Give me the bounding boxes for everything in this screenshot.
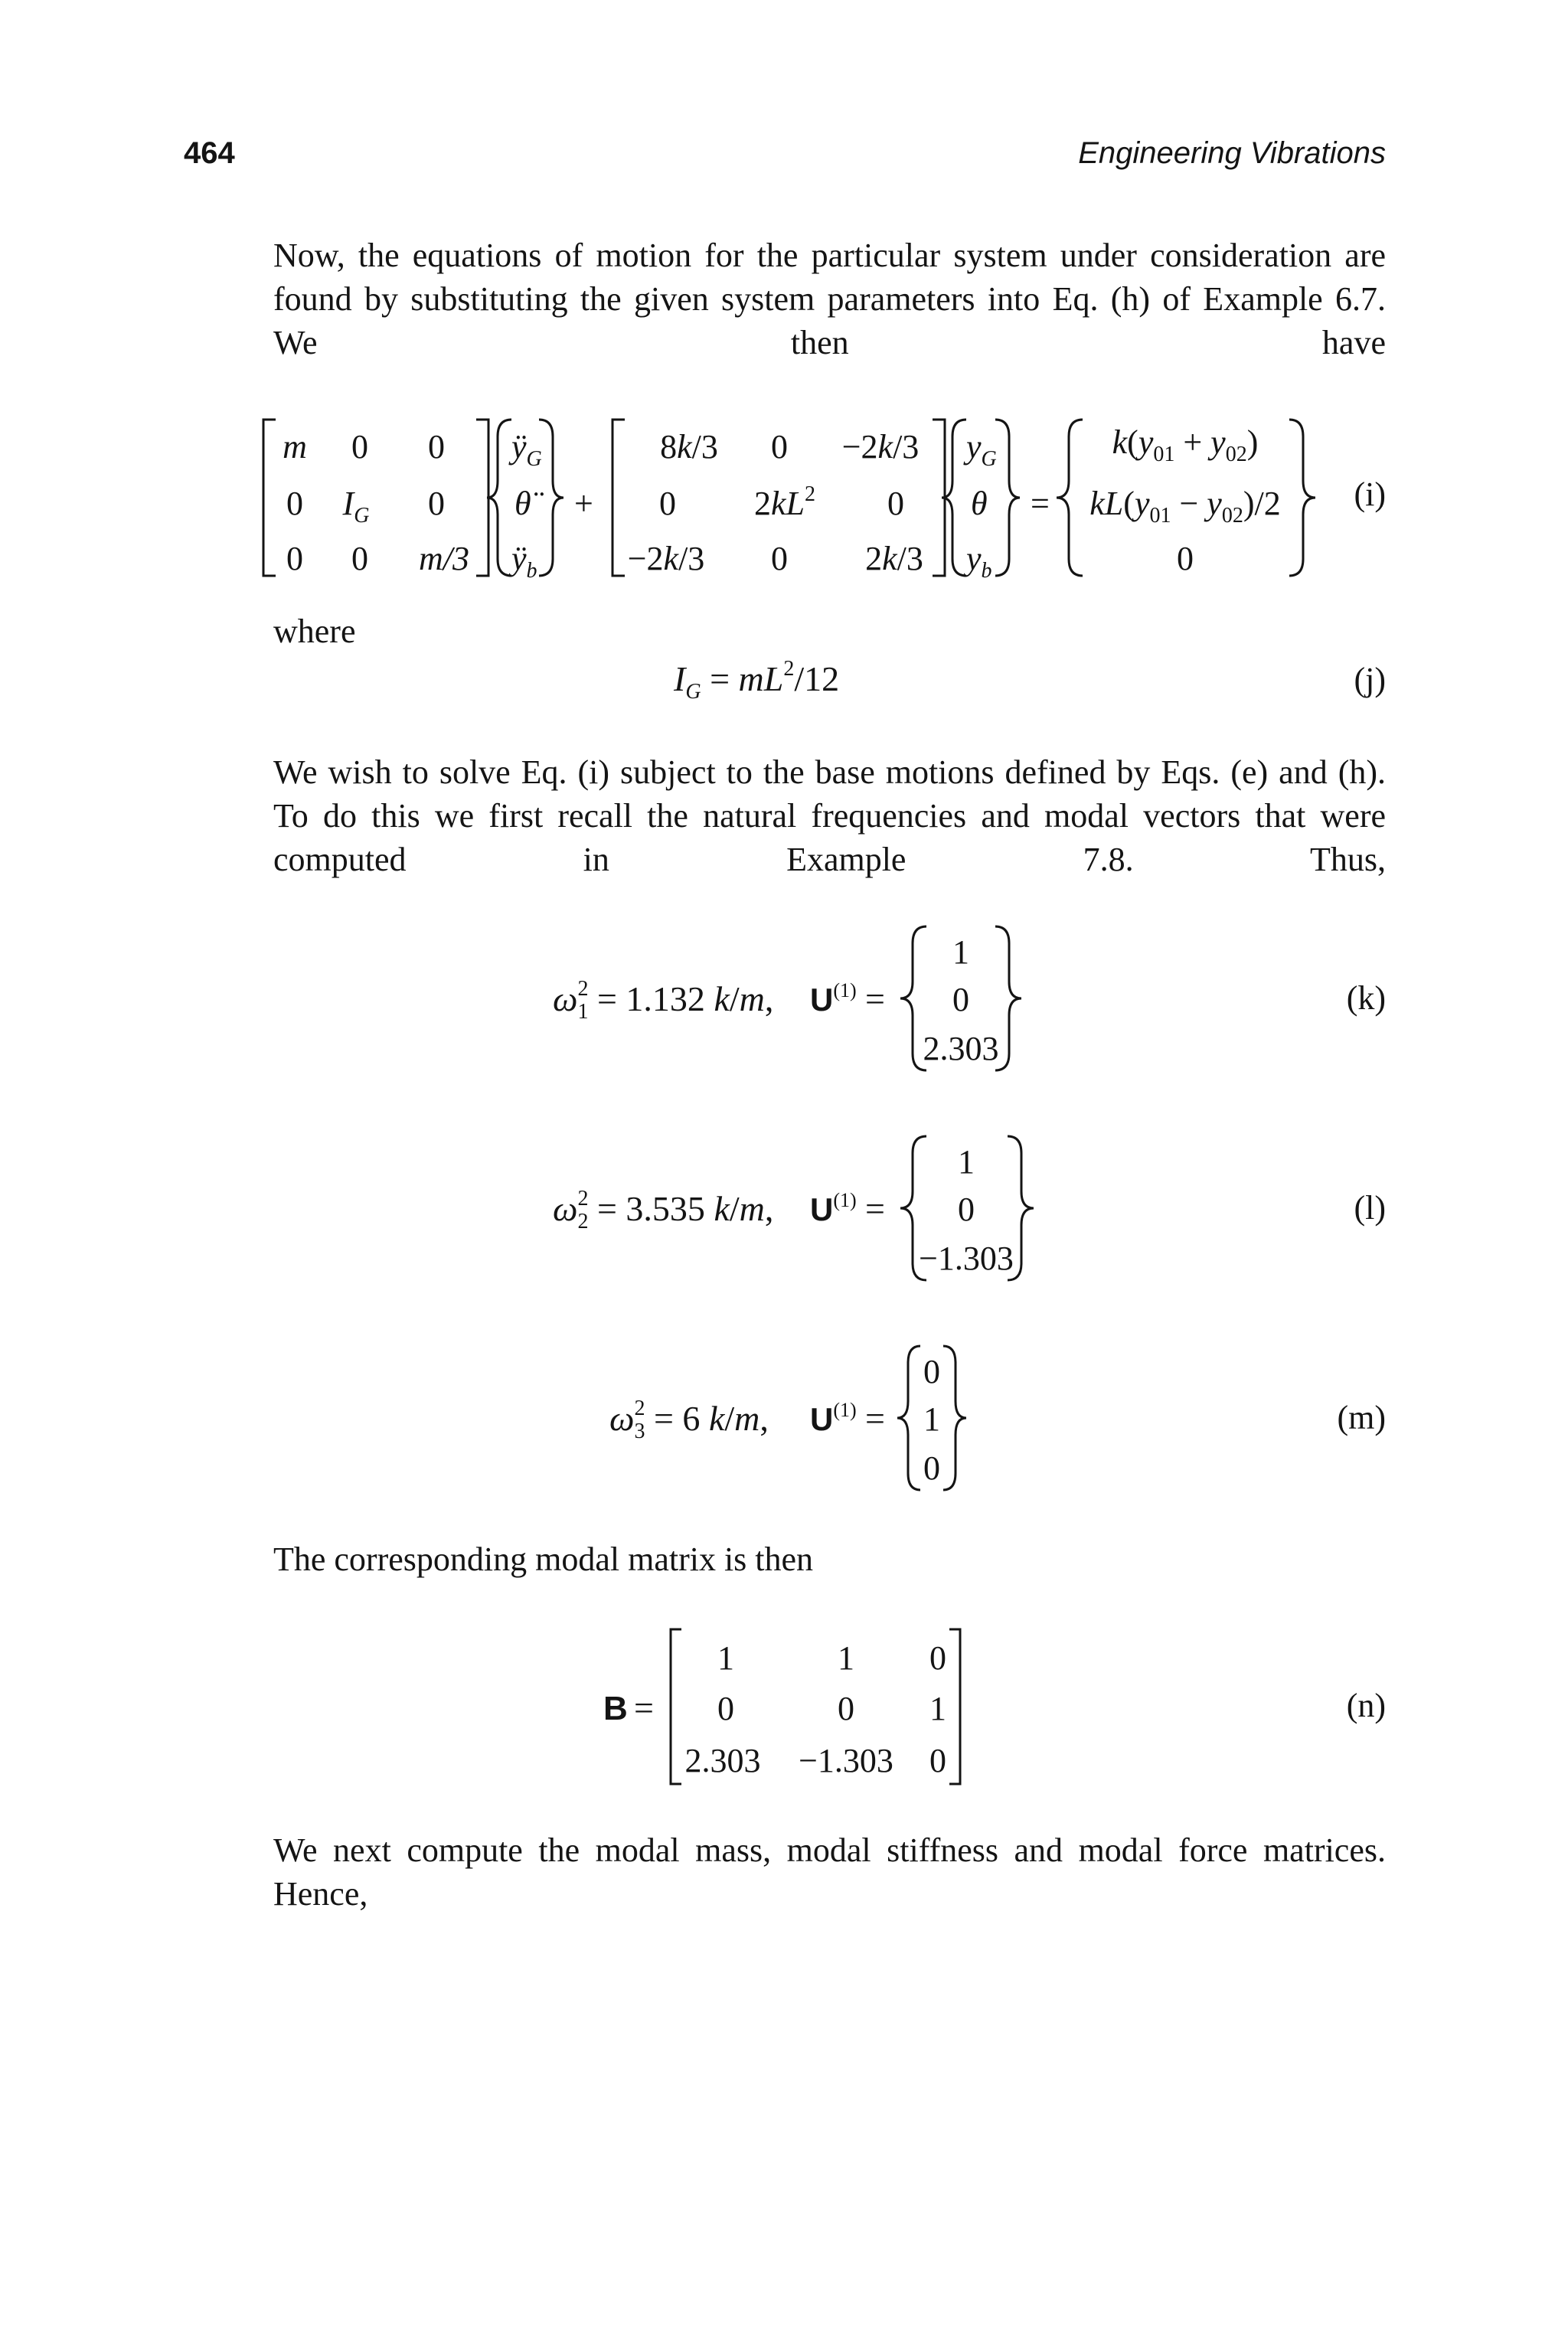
modal-matrix-b21: 0 bbox=[717, 1690, 734, 1727]
modal-vector-name-l: $U^{(1)}$ bbox=[810, 1189, 857, 1227]
mass-m22: $I_G$ bbox=[342, 485, 370, 528]
paragraph-modal-matrix: The corresponding modal matrix is then bbox=[273, 1540, 814, 1578]
stiff-k12: 0 bbox=[771, 428, 788, 466]
mass-m33: m/3 bbox=[419, 540, 469, 577]
modal-matrix-b13: 0 bbox=[929, 1639, 946, 1677]
modal-vector-k-2: 0 bbox=[952, 981, 969, 1018]
modal-vector-m-1: 0 bbox=[923, 1353, 940, 1390]
stiff-k22: $2kL^2$ bbox=[754, 482, 815, 522]
mass-m13: 0 bbox=[428, 428, 445, 466]
omega2-formula: $\omega_22 = 3.535$ k/m, bbox=[553, 1187, 774, 1233]
modal-matrix-b33: 0 bbox=[929, 1742, 946, 1779]
mass-m12: 0 bbox=[351, 428, 368, 466]
modal-vector-l-1: 1 bbox=[958, 1143, 975, 1181]
equation-label-i: (i) bbox=[1354, 475, 1386, 513]
omega1-formula: $\omega_12 = 1.132$ k/m, bbox=[553, 977, 774, 1024]
stiff-k23: 0 bbox=[887, 485, 904, 522]
equation-label-k: (k) bbox=[1346, 979, 1386, 1017]
accel-theta: θ̈ bbox=[514, 485, 531, 522]
modal-vector-l-2: 0 bbox=[958, 1191, 975, 1228]
equals-k: = bbox=[865, 979, 885, 1018]
equation-label-l: (l) bbox=[1354, 1189, 1386, 1227]
modal-vector-name-k: $U^{(1)}$ bbox=[810, 979, 857, 1018]
inertia-formula: $I_G = mL^2/12$ bbox=[674, 657, 840, 704]
stiff-k21: 0 bbox=[659, 485, 676, 522]
equation-l bbox=[0, 1129, 1568, 1289]
paragraph-intro: Now, the equations of motion for the particular system under consideration are found by substituting the given system parameters into Eq. (h) of Example 6.7. We then have bbox=[273, 237, 1386, 361]
mass-m21: 0 bbox=[286, 485, 303, 522]
stiff-k11: 8k/3 bbox=[660, 428, 718, 466]
force-f2: $kL(y_{01} - y_{02})/2$ bbox=[1089, 485, 1281, 528]
modal-matrix-b12: 1 bbox=[838, 1639, 854, 1677]
modal-vector-l-3: −1.303 bbox=[919, 1240, 1014, 1277]
page-number: 464 bbox=[184, 136, 235, 170]
equation-j bbox=[0, 652, 1568, 706]
plus-sign: + bbox=[574, 485, 593, 522]
equation-i bbox=[0, 398, 1568, 590]
modal-matrix-b32: −1.303 bbox=[799, 1742, 893, 1779]
equals-l: = bbox=[865, 1189, 885, 1228]
mass-m11: m bbox=[283, 428, 307, 466]
disp-theta: θ bbox=[971, 485, 988, 522]
equation-n bbox=[0, 1622, 1568, 1790]
modal-vector-m-2: 1 bbox=[923, 1400, 940, 1438]
modal-vector-k-3: 2.303 bbox=[923, 1030, 999, 1067]
modal-vector-m-3: 0 bbox=[923, 1449, 940, 1487]
mass-m31: 0 bbox=[286, 540, 303, 577]
accel-yG: $ÿ_G$ bbox=[511, 428, 542, 471]
equation-k bbox=[0, 919, 1568, 1080]
mass-m32: 0 bbox=[351, 540, 368, 577]
modal-matrix-b31: 2.303 bbox=[684, 1742, 761, 1779]
modal-vector-k-1: 1 bbox=[952, 933, 969, 971]
equals-sign: = bbox=[1031, 485, 1050, 522]
force-f3: 0 bbox=[1177, 540, 1194, 577]
equation-label-n: (n) bbox=[1346, 1687, 1386, 1724]
equation-m bbox=[0, 1338, 1568, 1499]
paragraph-where: where bbox=[273, 613, 356, 650]
paragraph-solve: We wish to solve Eq. (i) subject to the base motions defined by Eqs. (e) and (h). To do this we first recall the natural frequencies and modal vectors that were computed in Example 7.8. Thus, bbox=[273, 753, 1386, 878]
disp-yG: $y_G$ bbox=[966, 428, 997, 471]
disp-yb: $y_b$ bbox=[966, 540, 992, 583]
equals-n: = bbox=[634, 1688, 654, 1727]
omega3-formula: $\omega_32 = 6$ k/m, bbox=[609, 1397, 769, 1443]
stiff-k13: −2k/3 bbox=[841, 428, 920, 466]
stiff-k31: −2k/3 bbox=[627, 540, 705, 577]
stiff-k32: 0 bbox=[771, 540, 788, 577]
modal-matrix-name: B bbox=[603, 1690, 628, 1727]
modal-vector-name-m: $U^{(1)}$ bbox=[810, 1399, 857, 1437]
force-f1: $k(y_{01} + y_{02})$ bbox=[1112, 423, 1259, 466]
equals-m: = bbox=[865, 1399, 885, 1438]
mass-m23: 0 bbox=[428, 485, 445, 522]
accel-yb: $ÿ_b$ bbox=[511, 540, 537, 583]
equation-label-m: (m) bbox=[1337, 1399, 1386, 1436]
paragraph-modal-quantities: We next compute the modal mass, modal stiffness and modal force matrices. Hence, bbox=[273, 1831, 1386, 1913]
stiff-k33: 2k/3 bbox=[865, 540, 923, 577]
modal-matrix-b23: 1 bbox=[929, 1690, 946, 1727]
equation-label-j: (j) bbox=[1354, 661, 1386, 698]
modal-matrix-b22: 0 bbox=[838, 1690, 854, 1727]
running-head-title: Engineering Vibrations bbox=[1078, 136, 1386, 170]
modal-matrix-b11: 1 bbox=[717, 1639, 734, 1677]
